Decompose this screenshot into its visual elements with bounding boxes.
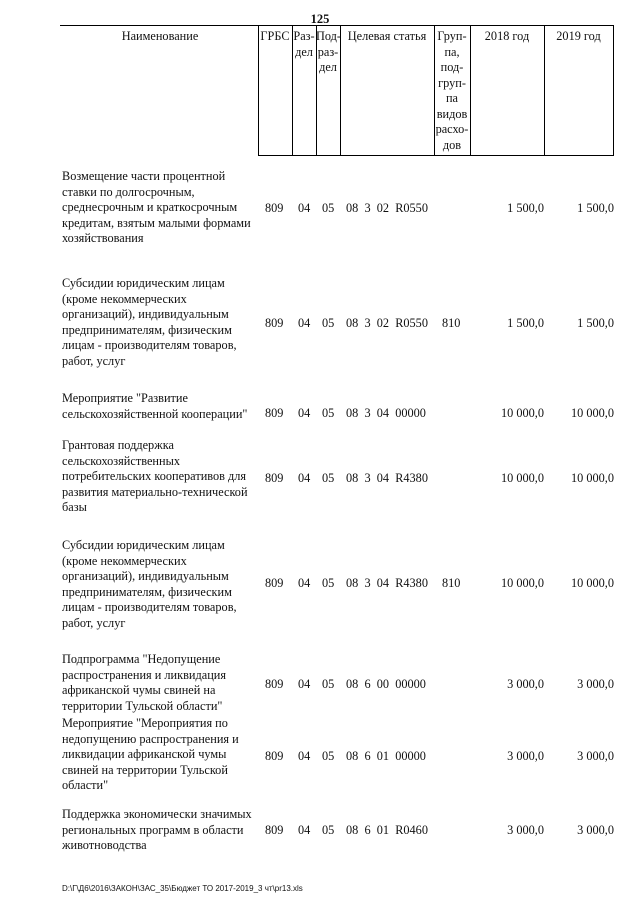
row-2019: 3 000,0 [577,749,614,763]
row-2019: 3 000,0 [577,823,614,837]
row-target: 08 3 02 R0550 [346,201,428,215]
row-2019: 1 500,0 [577,316,614,330]
row-target: 08 3 02 R0550 [346,316,428,330]
row-grbs: 809 [265,677,284,691]
row-group: 810 [442,316,461,330]
row-2019: 10 000,0 [570,576,614,590]
row-target: 08 6 01 R0460 [346,823,428,837]
row-section: 04 [298,749,311,763]
row-name: Субсидии юридическим лицам (кроме некоммерческих организаций), индивидуальным предпринимателям, физическим лицам - производителям товаров, работ, услуг [62,276,237,368]
header-2019: 2019 год [556,29,601,43]
row-grbs: 809 [265,823,284,837]
row-subsection: 05 [322,823,335,837]
header-divider [258,25,259,155]
row-name: Возмещение части процентной ставки по долгосрочным, среднесрочным и краткосрочным кредитам, взятым малыми формами хозяйствования [62,169,251,246]
header-target: Целевая статья [347,29,427,43]
row-section: 04 [298,677,311,691]
header-top-rule [60,25,613,26]
row-2019: 1 500,0 [577,201,614,215]
header-divider [470,25,471,155]
row-name: Подпрограмма "Недопущение распространения и ликвидация африканской чумы свиней на территории Тульской области" [62,652,227,713]
row-section: 04 [298,823,311,837]
row-subsection: 05 [322,316,335,330]
row-subsection: 05 [322,677,335,691]
row-2018: 10 000,0 [500,576,544,590]
row-2018: 10 000,0 [500,406,544,420]
row-grbs: 809 [265,316,284,330]
row-section: 04 [298,471,311,485]
row-section: 04 [298,406,311,420]
row-subsection: 05 [322,406,335,420]
header-divider [544,25,545,155]
row-grbs: 809 [265,576,284,590]
row-name: Грантовая поддержка сельскохозяйственных потребительских кооперативов для развития материально-технической базы [62,438,248,515]
page-number: 125 [310,12,330,26]
row-grbs: 809 [265,406,284,420]
row-name: Мероприятие "Развитие сельскохозяйственной кооперации" [62,391,248,421]
row-2018: 1 500,0 [507,201,544,215]
row-subsection: 05 [322,749,335,763]
header-name: Наименование [121,29,199,43]
row-subsection: 05 [322,471,335,485]
row-section: 04 [298,316,311,330]
header-divider [340,25,341,155]
row-target: 08 6 00 00000 [346,677,426,691]
row-2018: 3 000,0 [507,749,544,763]
row-2019: 3 000,0 [577,677,614,691]
row-2018: 3 000,0 [507,677,544,691]
row-target: 08 6 01 00000 [346,749,426,763]
row-name: Мероприятие "Мероприятия по недопущению распространения и ликвидации африканской чумы свиней на территории Тульской области" [62,716,239,793]
row-2018: 10 000,0 [500,471,544,485]
row-name: Поддержка экономически значимых региональных программ в области животноводства [62,807,252,853]
row-grbs: 809 [265,471,284,485]
header-section: Раз- дел [293,29,315,59]
header-subsection: Под- раз- дел [316,29,342,74]
file-path-footer: D:\Г\Д6\2016\ЗАКОН\ЗАС_35\Бюджет ТО 2017-2019_3 чт\pr13.xls [62,884,303,893]
row-target: 08 3 04 R4380 [346,576,428,590]
row-section: 04 [298,201,311,215]
row-target: 08 3 04 00000 [346,406,426,420]
row-subsection: 05 [322,576,335,590]
row-subsection: 05 [322,201,335,215]
row-2018: 1 500,0 [507,316,544,330]
header-divider [613,25,614,155]
row-2019: 10 000,0 [570,406,614,420]
row-group: 810 [442,576,461,590]
row-grbs: 809 [265,749,284,763]
header-2018: 2018 год [484,29,530,43]
row-grbs: 809 [265,201,284,215]
row-name: Субсидии юридическим лицам (кроме некоммерческих организаций), индивидуальным предпринимателям, физическим лицам - производителям товаров, работ, услуг [62,538,237,630]
row-target: 08 3 04 R4380 [346,471,428,485]
header-group: Груп- па, под- груп- па видов расхо- дов [435,29,469,152]
row-section: 04 [298,576,311,590]
header-bottom-rule [258,155,614,156]
header-grbs: ГРБС [260,29,290,43]
row-2018: 3 000,0 [507,823,544,837]
row-2019: 10 000,0 [570,471,614,485]
